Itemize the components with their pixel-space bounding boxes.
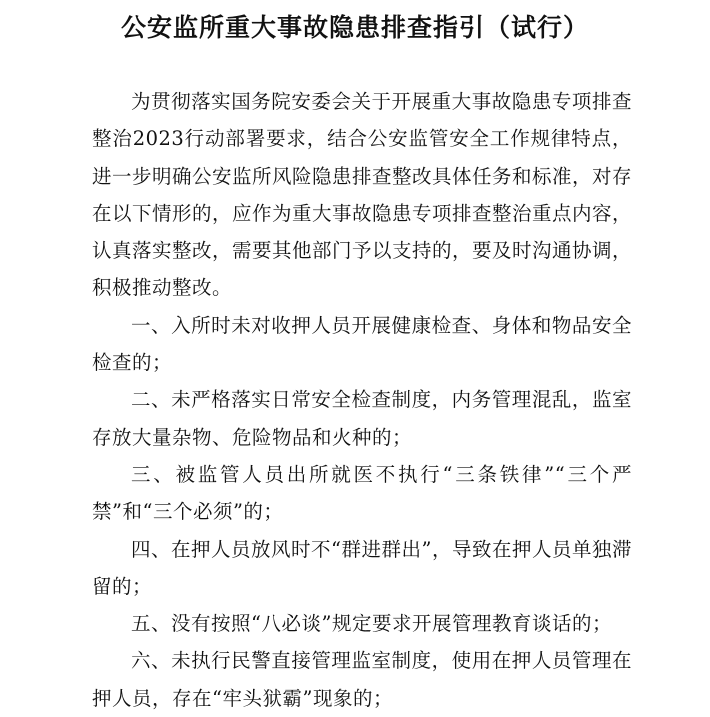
item-3-paragraph: 三、被监管人员出所就医不执行“三条铁律”“三个严禁”和“三个必须”的；: [92, 462, 632, 524]
item-2-paragraph: 二、未严格落实日常安全检查制度，内务管理混乱，监室存放大量杂物、危险物品和火种的；: [92, 388, 632, 449]
item-1-paragraph: 一、入所时未对收押人员开展健康检查、身体和物品安全检查的；: [92, 313, 632, 375]
item-6-paragraph: 六、未执行民警直接管理监室制度，使用在押人员管理在押人员，存在“牢头狱霸”现象的；: [92, 649, 632, 710]
document-body: [92, 83, 632, 717]
item-5-paragraph: 五、没有按照“八必谈”规定要求开展管理教育谈话的；: [131, 612, 612, 636]
intro-paragraph: 为贯彻落实国务院安委会关于开展重大事故隐患专项排查整治2023行动部署要求，结合公安监管安全工作规律特点，进一步明确公安监所风险隐患排查整改具体任务和标准，对存在以下情形的，应作为重大事故隐患专项排查整治重点内容，认真落实整改，需要其他部门予以支持的，要及时沟通协调，积极推动整改。: [92, 90, 633, 300]
document-title: 公安监所重大事故隐患排查指引（试行）: [120, 13, 589, 42]
item-4-paragraph: 四、在押人员放风时不“群进群出”，导致在押人员单独滞留的；: [92, 537, 632, 598]
